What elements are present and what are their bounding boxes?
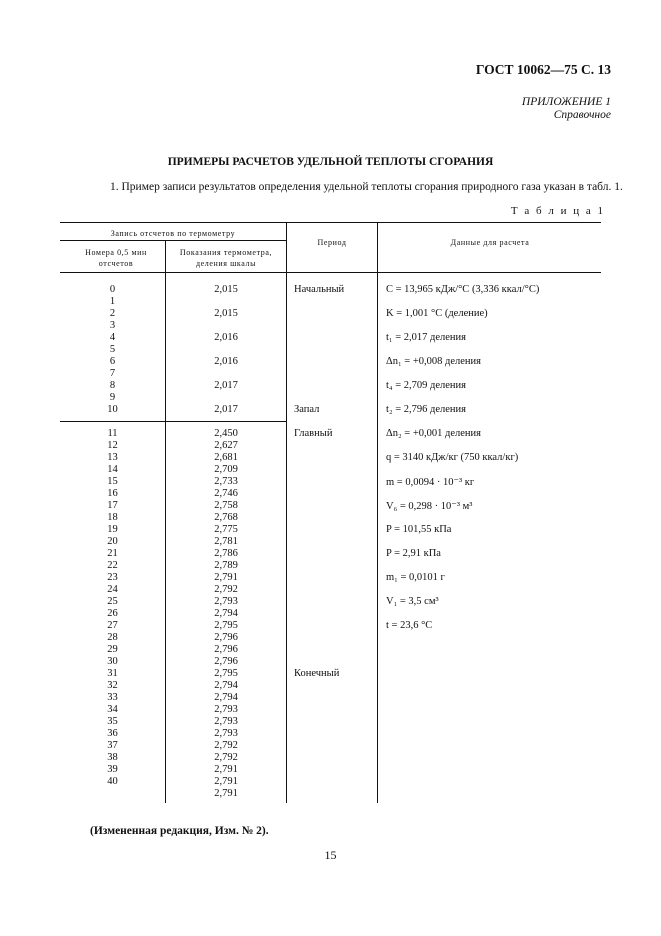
list-item: 31 <box>107 668 118 679</box>
list-item: 2,016 <box>214 332 238 343</box>
list-item: 0 <box>109 284 116 295</box>
header-col-data: Данные для расчета <box>450 238 530 247</box>
calc-q: q = 3140 кДж/кг (750 ккал/кг) <box>386 452 519 463</box>
list-item: 22 <box>107 560 118 571</box>
list-item: 37 <box>107 740 118 751</box>
list-item: 33 <box>107 692 118 703</box>
list-item: 2,016 <box>214 356 238 367</box>
list-item: 8 <box>109 380 116 391</box>
list-item: 2,768 <box>214 512 238 523</box>
list-item: 12 <box>107 440 118 451</box>
list-item: 18 <box>107 512 118 523</box>
list-item: 2 <box>109 308 116 319</box>
list-item: 2,792 <box>214 752 238 763</box>
table-top-rule <box>60 222 601 223</box>
period-final: Конечный <box>294 668 340 679</box>
list-item: 2,796 <box>214 656 238 667</box>
readings-section-2 <box>166 428 286 800</box>
list-item <box>166 368 286 380</box>
list-item: 2,789 <box>214 560 238 571</box>
list-item: 2,793 <box>214 716 238 727</box>
list-item: 2,786 <box>214 548 238 559</box>
list-item: 7 <box>109 368 116 379</box>
list-item: 2,791 <box>214 572 238 583</box>
column-rule-3 <box>377 222 378 803</box>
column-rule-2 <box>286 222 287 803</box>
list-item: 34 <box>107 704 118 715</box>
list-item: 2,017 <box>214 380 238 391</box>
list-item: 2,015 <box>214 308 238 319</box>
calc-v1: V₁ = 3,5 см³ <box>386 596 439 607</box>
appendix-title: ПРИЛОЖЕНИЕ 1 <box>521 96 611 108</box>
list-item: 2,775 <box>214 524 238 535</box>
list-item: 39 <box>107 764 118 775</box>
calc-v6: V₆ = 0,298 · 10⁻³ м³ <box>386 501 473 512</box>
list-item: 27 <box>107 620 118 631</box>
list-item <box>166 320 286 332</box>
document-reference: ГОСТ 10062—75 С. 13 <box>475 62 611 77</box>
amendment-note: (Измененная редакция, Изм. № 2). <box>90 825 269 837</box>
list-item <box>166 392 286 404</box>
section-separator-rule <box>60 421 286 422</box>
list-item: 13 <box>107 452 118 463</box>
numbers-section-1 <box>60 284 165 416</box>
list-item: 17 <box>107 500 118 511</box>
header-col-period: Период <box>317 238 347 247</box>
list-item: 2,758 <box>214 500 238 511</box>
list-item: 15 <box>107 476 118 487</box>
list-item: 2,792 <box>214 740 238 751</box>
list-item: 14 <box>107 464 118 475</box>
list-item: 4 <box>109 332 116 343</box>
list-item: 26 <box>107 608 118 619</box>
list-item: 2,793 <box>214 596 238 607</box>
list-item: 1 <box>109 296 116 307</box>
appendix-subtitle: Справочное <box>553 109 611 121</box>
list-item: 2,793 <box>214 728 238 739</box>
list-item: 2,796 <box>214 632 238 643</box>
section-title: ПРИМЕРЫ РАСЧЕТОВ УДЕЛЬНОЙ ТЕПЛОТЫ СГОРАНИЯ <box>167 156 494 168</box>
list-item <box>166 344 286 356</box>
calc-m1: m₁ = 0,0101 г <box>386 572 445 583</box>
list-item: 6 <box>109 356 116 367</box>
list-item: 10 <box>107 404 118 415</box>
list-item: 2,781 <box>214 536 238 547</box>
list-item: 2,791 <box>214 764 238 775</box>
calc-m: m = 0,0094 · 10⁻³ кг <box>386 477 475 488</box>
calc-dn1: Δn₁ = +0,008 деления <box>386 356 481 367</box>
list-item: 2,627 <box>214 440 238 451</box>
calc-p1: P = 101,55 кПа <box>386 524 452 535</box>
calc-k: K = 1,001 °C (деление) <box>386 308 488 319</box>
page-number: 15 <box>324 848 337 862</box>
list-item: 2,793 <box>214 704 238 715</box>
appendix-label <box>522 96 611 122</box>
header-group-rule <box>60 240 286 241</box>
calc-t: t = 23,6 °C <box>386 620 433 631</box>
list-item: 3 <box>109 320 116 331</box>
list-item: 32 <box>107 680 118 691</box>
period-initial: Начальный <box>294 284 345 295</box>
list-item: 28 <box>107 632 118 643</box>
list-item: 2,733 <box>214 476 238 487</box>
list-item: 9 <box>109 392 116 403</box>
numbers-section-2 <box>60 428 165 788</box>
list-item: 38 <box>107 752 118 763</box>
list-item: 2,709 <box>214 464 238 475</box>
header-col-numbers: Номера 0,5 мин отсчетов <box>85 248 147 268</box>
list-item: 2,017 <box>214 404 238 415</box>
list-item: 21 <box>107 548 118 559</box>
list-item: 23 <box>107 572 118 583</box>
calc-dn2: Δn₂ = +0,001 деления <box>386 428 481 439</box>
intro-paragraph: 1. Пример записи результатов определения удельной теплоты сгорания природного газа указан в табл. 1. <box>110 181 623 193</box>
list-item: 2,794 <box>214 680 238 691</box>
list-item: 30 <box>107 656 118 667</box>
list-item: 2,796 <box>214 644 238 655</box>
list-item: 2,791 <box>214 788 238 799</box>
list-item: 2,795 <box>214 620 238 631</box>
list-item: 2,792 <box>214 584 238 595</box>
list-item: 35 <box>107 716 118 727</box>
list-item <box>166 296 286 308</box>
list-item: 5 <box>109 344 116 355</box>
header-bottom-rule <box>60 272 601 273</box>
list-item: 29 <box>107 644 118 655</box>
period-ignition: Запал <box>294 404 320 415</box>
table-caption: Т а б л и ц а 1 <box>510 205 605 217</box>
list-item: 2,794 <box>214 692 238 703</box>
list-item: 20 <box>107 536 118 547</box>
header-group: Запись отсчетов по термометру <box>110 229 236 238</box>
calc-p2: P = 2,91 кПа <box>386 548 441 559</box>
calc-t2: t₂ = 2,796 деления <box>386 404 466 415</box>
calc-t1: t₁ = 2,017 деления <box>386 332 466 343</box>
list-item: 2,450 <box>214 428 238 439</box>
readings-section-1 <box>166 284 286 416</box>
list-item: 2,681 <box>214 452 238 463</box>
list-item: 2,015 <box>214 284 238 295</box>
list-item: 11 <box>107 428 118 439</box>
list-item: 2,795 <box>214 668 238 679</box>
list-item: 2,746 <box>214 488 238 499</box>
calc-t4: t₄ = 2,709 деления <box>386 380 466 391</box>
list-item: 24 <box>107 584 118 595</box>
period-main: Главный <box>294 428 333 439</box>
calc-c: C = 13,965 кДж/°C (3,336 ккал/°C) <box>386 284 540 295</box>
header-col-readings: Показания термометра, деления шкалы <box>179 248 273 268</box>
list-item: 36 <box>107 728 118 739</box>
list-item: 16 <box>107 488 118 499</box>
list-item: 40 <box>107 776 118 787</box>
list-item: 2,794 <box>214 608 238 619</box>
list-item: 19 <box>107 524 118 535</box>
list-item: 2,791 <box>214 776 238 787</box>
list-item: 25 <box>107 596 118 607</box>
